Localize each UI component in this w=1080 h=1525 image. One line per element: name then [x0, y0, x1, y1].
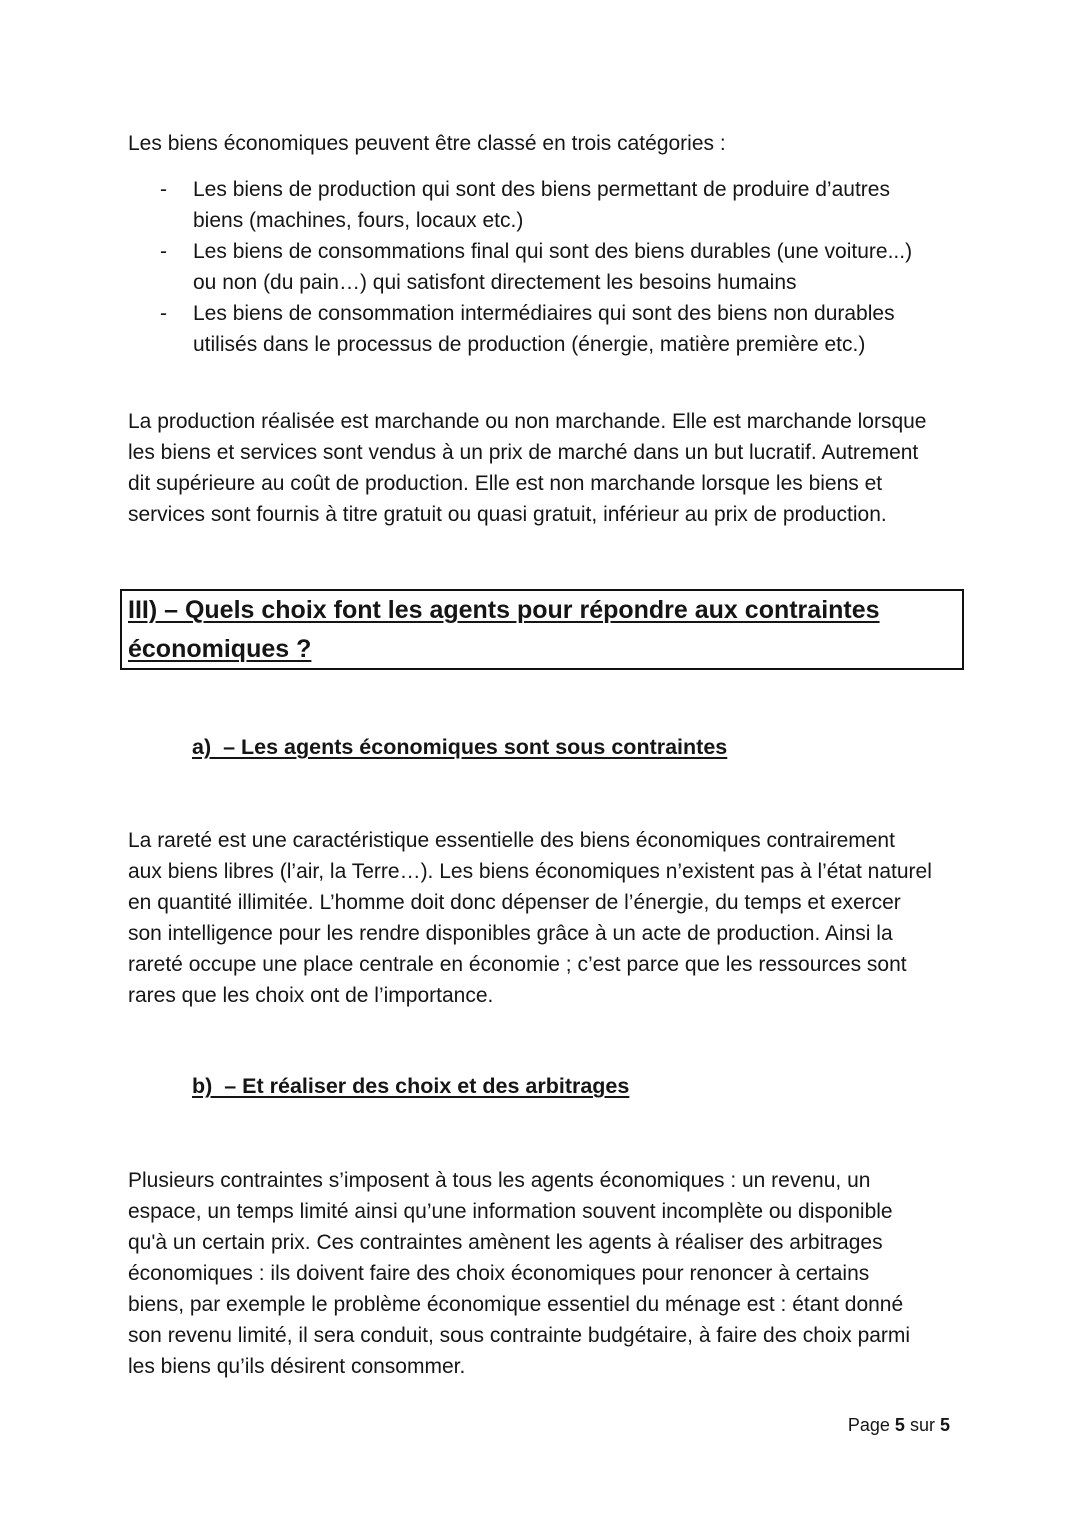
bullet-dash: - [160, 178, 167, 201]
total-pages-number: 5 [939, 1415, 950, 1435]
list-item-text [193, 174, 890, 236]
list-item-line: ou non (du pain…) qui satisfont directement les besoins humains [193, 271, 797, 294]
list-item-text [193, 236, 912, 298]
of-word: sur [909, 1415, 935, 1435]
intro-paragraph [128, 128, 726, 159]
paragraph-line: les biens qu’ils désirent consommer. [128, 1355, 466, 1378]
scarcity-paragraph [128, 825, 932, 1011]
section-heading-box [120, 589, 964, 670]
list-item [160, 174, 912, 236]
paragraph-line: les biens et services sont vendus à un prix de marché dans un but lucratif. Autrement [128, 441, 919, 464]
bullet-dash: - [160, 240, 167, 263]
constraints-paragraph [128, 1165, 910, 1382]
subsection-b-heading: b) – Et réaliser des choix et des arbitrages [192, 1074, 630, 1098]
paragraph-line: rares que les choix ont de l’importance. [128, 984, 494, 1007]
paragraph-line: en quantité illimitée. L’homme doit donc dépenser de l’énergie, du temps et exercer [128, 891, 901, 914]
paragraph-line: son intelligence pour les rendre disponibles grâce à un acte de production. Ainsi la [128, 922, 893, 945]
intro-line: Les biens économiques peuvent être classé en trois catégories : [128, 132, 726, 155]
paragraph-line: économiques : ils doivent faire des choix économiques pour renoncer à certains [128, 1262, 870, 1285]
subsection-a-heading: a) – Les agents économiques sont sous contraintes [192, 735, 728, 759]
page-word: Page [847, 1415, 890, 1435]
goods-categories-list [160, 174, 912, 360]
list-item [160, 236, 912, 298]
list-item-line: utilisés dans le processus de production (énergie, matière première etc.) [193, 333, 866, 356]
section-heading-line: III) – Quels choix font les agents pour répondre aux contraintes [128, 596, 880, 624]
list-item-line: Les biens de consommations final qui sont des biens durables (une voiture...) [193, 240, 913, 263]
paragraph-line: son revenu limité, il sera conduit, sous contrainte budgétaire, à faire des choix parmi [128, 1324, 911, 1347]
paragraph-line: aux biens libres (l’air, la Terre…). Les biens économiques n’existent pas à l’état naturel [128, 860, 932, 883]
bullet-dash: - [160, 302, 167, 325]
paragraph-line: services sont fournis à titre gratuit ou quasi gratuit, inférieur au prix de production. [128, 503, 887, 526]
production-paragraph [128, 406, 926, 530]
paragraph-line: biens, par exemple le problème économique essentiel du ménage est : étant donné [128, 1293, 904, 1316]
list-item-text [193, 298, 895, 360]
paragraph-line: Plusieurs contraintes s’imposent à tous les agents économiques : un revenu, un [128, 1169, 871, 1192]
paragraph-line: rareté occupe une place centrale en économie ; c’est parce que les ressources sont [128, 953, 907, 976]
current-page-number: 5 [894, 1415, 905, 1435]
list-item [160, 298, 912, 360]
paragraph-line: dit supérieure au coût de production. Elle est non marchande lorsque les biens et [128, 472, 883, 495]
list-item-line: biens (machines, fours, locaux etc.) [193, 209, 524, 232]
section-heading-line: économiques ? [128, 635, 312, 663]
page-footer [848, 1413, 950, 1437]
paragraph-line: La production réalisée est marchande ou non marchande. Elle est marchande lorsque [128, 410, 927, 433]
list-item-line: Les biens de production qui sont des biens permettant de produire d’autres [193, 178, 890, 201]
list-item-line: Les biens de consommation intermédiaires qui sont des biens non durables [193, 302, 895, 325]
paragraph-line: espace, un temps limité ainsi qu’une information souvent incomplète ou disponible [128, 1200, 893, 1223]
paragraph-line: qu'à un certain prix. Ces contraintes amènent les agents à réaliser des arbitrages [128, 1231, 883, 1254]
paragraph-line: La rareté est une caractéristique essentielle des biens économiques contrairement [128, 829, 895, 852]
